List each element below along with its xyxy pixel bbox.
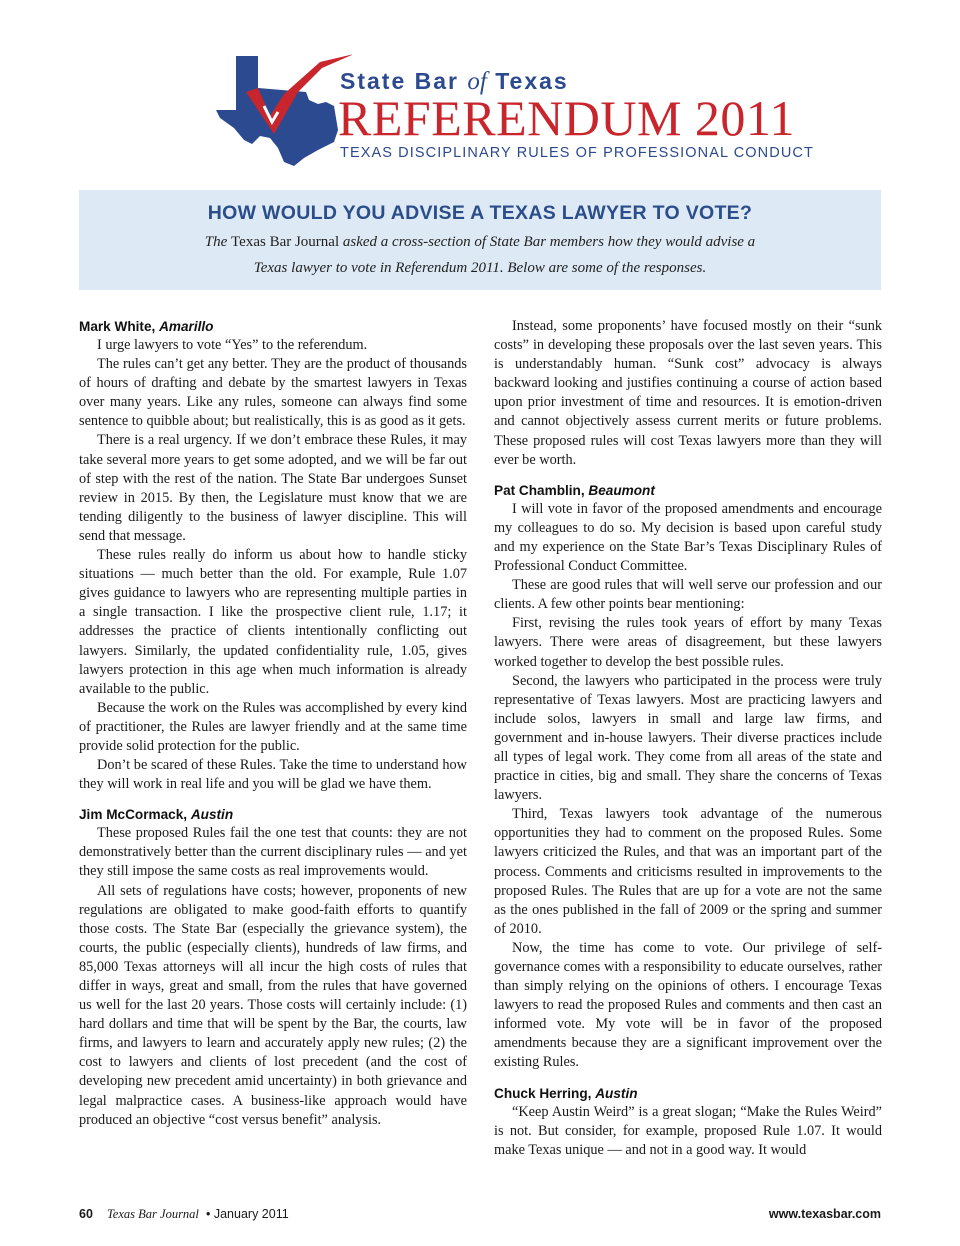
- response-chuck-herring: [494, 1085, 882, 1160]
- page-number: 60: [79, 1207, 93, 1221]
- texas-checkmark-icon: [212, 48, 352, 166]
- byline-place: Austin: [595, 1085, 638, 1101]
- paragraph: Second, the lawyers who participated in the process were truly representative of Texas lawyers. Most are practicing lawyers and include solos, lawyers in small and large law firms, and government and in-house lawyers. Their diverse practices include all types of legal work. They come from all areas of the state and practice in cities, big and small. They share the concerns of Texas lawyers.: [494, 672, 882, 804]
- paragraph: Instead, some proponents’ have focused mostly on their “sunk costs” in developing these proposals over the last seven years. This is understandably human. “Sunk cost” advocacy is always backward looking and justifies continuing a course of action based upon prior investment of time and resources. It is emotion-driven and cannot objectively assess current merits or future problems. These proposed rules will cost Texas lawyers more than they will ever be worth.: [494, 318, 882, 468]
- intro-rest: asked a cross-section of State Bar members how they would advise a Texas lawyer to vote in Referendum 2011. Below are some of the responses.: [253, 234, 756, 276]
- paragraph: These are good rules that will well serve our profession and our clients. A few other points bear mentioning:: [494, 577, 882, 613]
- paragraph: These proposed Rules fail the one test that counts: they are not demonstratively better than the current disciplinary rules — and yet they still impose the same costs as real improvements would.: [79, 825, 467, 880]
- brand-org-of: of: [467, 68, 487, 95]
- response-pat-chamblin: [494, 482, 882, 1073]
- byline: [79, 318, 467, 336]
- byline-name: Chuck Herring,: [494, 1085, 592, 1101]
- question-intro: [200, 229, 760, 281]
- paragraph: There is a real urgency. If we don’t embrace these Rules, it may take several more years to get some adopted, and we will be far out of step with the rest of the nation. The State Bar undergoes Sunset review in 2015. By then, the Legislature must know that we are tending diligently to the business of lawyer discipline. This will send that message.: [79, 432, 467, 544]
- paragraph: I will vote in favor of the proposed amendments and encourage my colleagues to do so. My decision is based upon careful study and my experience on the State Bar’s Texas Disciplinary Rules of Professional Conduct Committee.: [494, 500, 882, 575]
- brand-org-suffix: Texas: [495, 68, 569, 94]
- brand-title: REFERENDUM 2011: [338, 90, 796, 146]
- byline-place: Austin: [190, 807, 234, 823]
- paragraph: These rules really do inform us about how to handle sticky situations — much better than the old. For example, Rule 1.07 gives guidance to lawyers who are representing multiple parties in a single transaction. I like the prospective client rule, 1.17; it addresses the practice of clients intentionally conflicting out lawyers. Similarly, the updated confidentiality rule, 1.05, gives lawyers protection in this age when much information is already available to the public.: [79, 547, 467, 697]
- response-continuation: [494, 317, 882, 470]
- masthead: [212, 48, 814, 168]
- byline-place: Amarillo: [159, 319, 214, 334]
- byline: [79, 806, 467, 824]
- paragraph: Third, Texas lawyers took advantage of the numerous opportunities they had to comment on the proposed Rules. Some lawyers criticized the Rules, and that was an important part of the process. Comments and criticisms resulted in improvements to the proposed Rules. The Rules that are up for a vote are not the same as the ones published in the fall of 2009 or the spring and summer of 2010.: [494, 806, 882, 937]
- byline: [494, 482, 882, 500]
- issue-date: • January 2011: [206, 1207, 289, 1221]
- paragraph: I urge lawyers to vote “Yes” to the referendum.: [97, 337, 368, 353]
- paragraph: “Keep Austin Weird” is a great slogan; “Make the Rules Weird” is not. But consider, for example, proposed Rule 1.07. It would make Texas unique — and not in a good way. It would: [494, 1103, 882, 1158]
- intro-journal: Texas Bar Journal: [231, 234, 340, 250]
- byline-place: Beaumont: [588, 482, 655, 498]
- journal-name: Texas Bar Journal: [107, 1207, 199, 1221]
- right-column: [494, 317, 882, 1160]
- left-column: [79, 317, 467, 1130]
- paragraph: The rules can’t get any better. They are the product of thousands of hours of drafting and debate by the smartest lawyers in Texas over many years. Like any rules, someone can always find some sentence to quibble about; but realistically, this is as good as it gets.: [79, 356, 467, 430]
- byline-name: Jim McCormack,: [79, 807, 188, 823]
- paragraph: Now, the time has come to vote. Our privilege of self-governance comes with a responsibility to educate ourselves, rather than simply relying on the opinions of others. I encourage Texas lawyers to read the proposed Rules and comments and then cast an informed vote. My vote will be in favor of the proposed amendments because they are a significant improvement over the existing Rules.: [494, 939, 882, 1071]
- byline: [494, 1085, 882, 1103]
- response-jim-mccormack: [79, 806, 467, 1130]
- response-mark-white: [79, 318, 467, 794]
- site-url-link[interactable]: www.texasbar.com: [768, 1207, 881, 1221]
- paragraph: All sets of regulations have costs; however, proponents of new regulations are obligated to make good-faith efforts to quantify those costs. The State Bar (especially the grievance system), the courts, the public (especially clients), hundreds of law firms, and 85,000 Texas attorneys will all incur the high costs of rules that differ in ways, great and small, from the rules that have governed us well for the last 20 years. Those costs will certainly include: (1) hard dollars and time that will be spent by the Bar, the courts, law firms, and lawyers to learn and accurately apply new rules; (2) the cost to lawyers and clients of lost precedent (and the cost of developing new precedent amid uncertainty) in both grievance and legal malpractice cases. A business-like approach would have produced an objective “cost versus benefit” analysis.: [79, 882, 467, 1128]
- byline-name: Pat Chamblin,: [494, 482, 585, 498]
- byline-name: Mark White,: [79, 319, 156, 334]
- paragraph: First, revising the rules took years of effort by many Texas lawyers. There were areas of disagreement, but these lawyers worked together to develop the best possible rules.: [494, 615, 882, 670]
- page-footer: [79, 1207, 881, 1225]
- brand-subtitle: TEXAS DISCIPLINARY RULES OF PROFESSIONAL CONDUCT: [340, 145, 814, 161]
- paragraph: Don’t be scared of these Rules. Take the time to understand how they will work in real life and you will be glad we have them.: [79, 757, 467, 793]
- brand-org-prefix: State Bar: [340, 68, 459, 94]
- paragraph: Because the work on the Rules was accomplished by every kind of practitioner, the Rules are lawyer friendly and at the same time provide solid protection for the public.: [79, 699, 467, 754]
- question-title: HOW WOULD YOU ADVISE A TEXAS LAWYER TO VOTE?: [207, 202, 753, 224]
- question-box: [79, 190, 881, 290]
- intro-prefix: The: [204, 234, 228, 250]
